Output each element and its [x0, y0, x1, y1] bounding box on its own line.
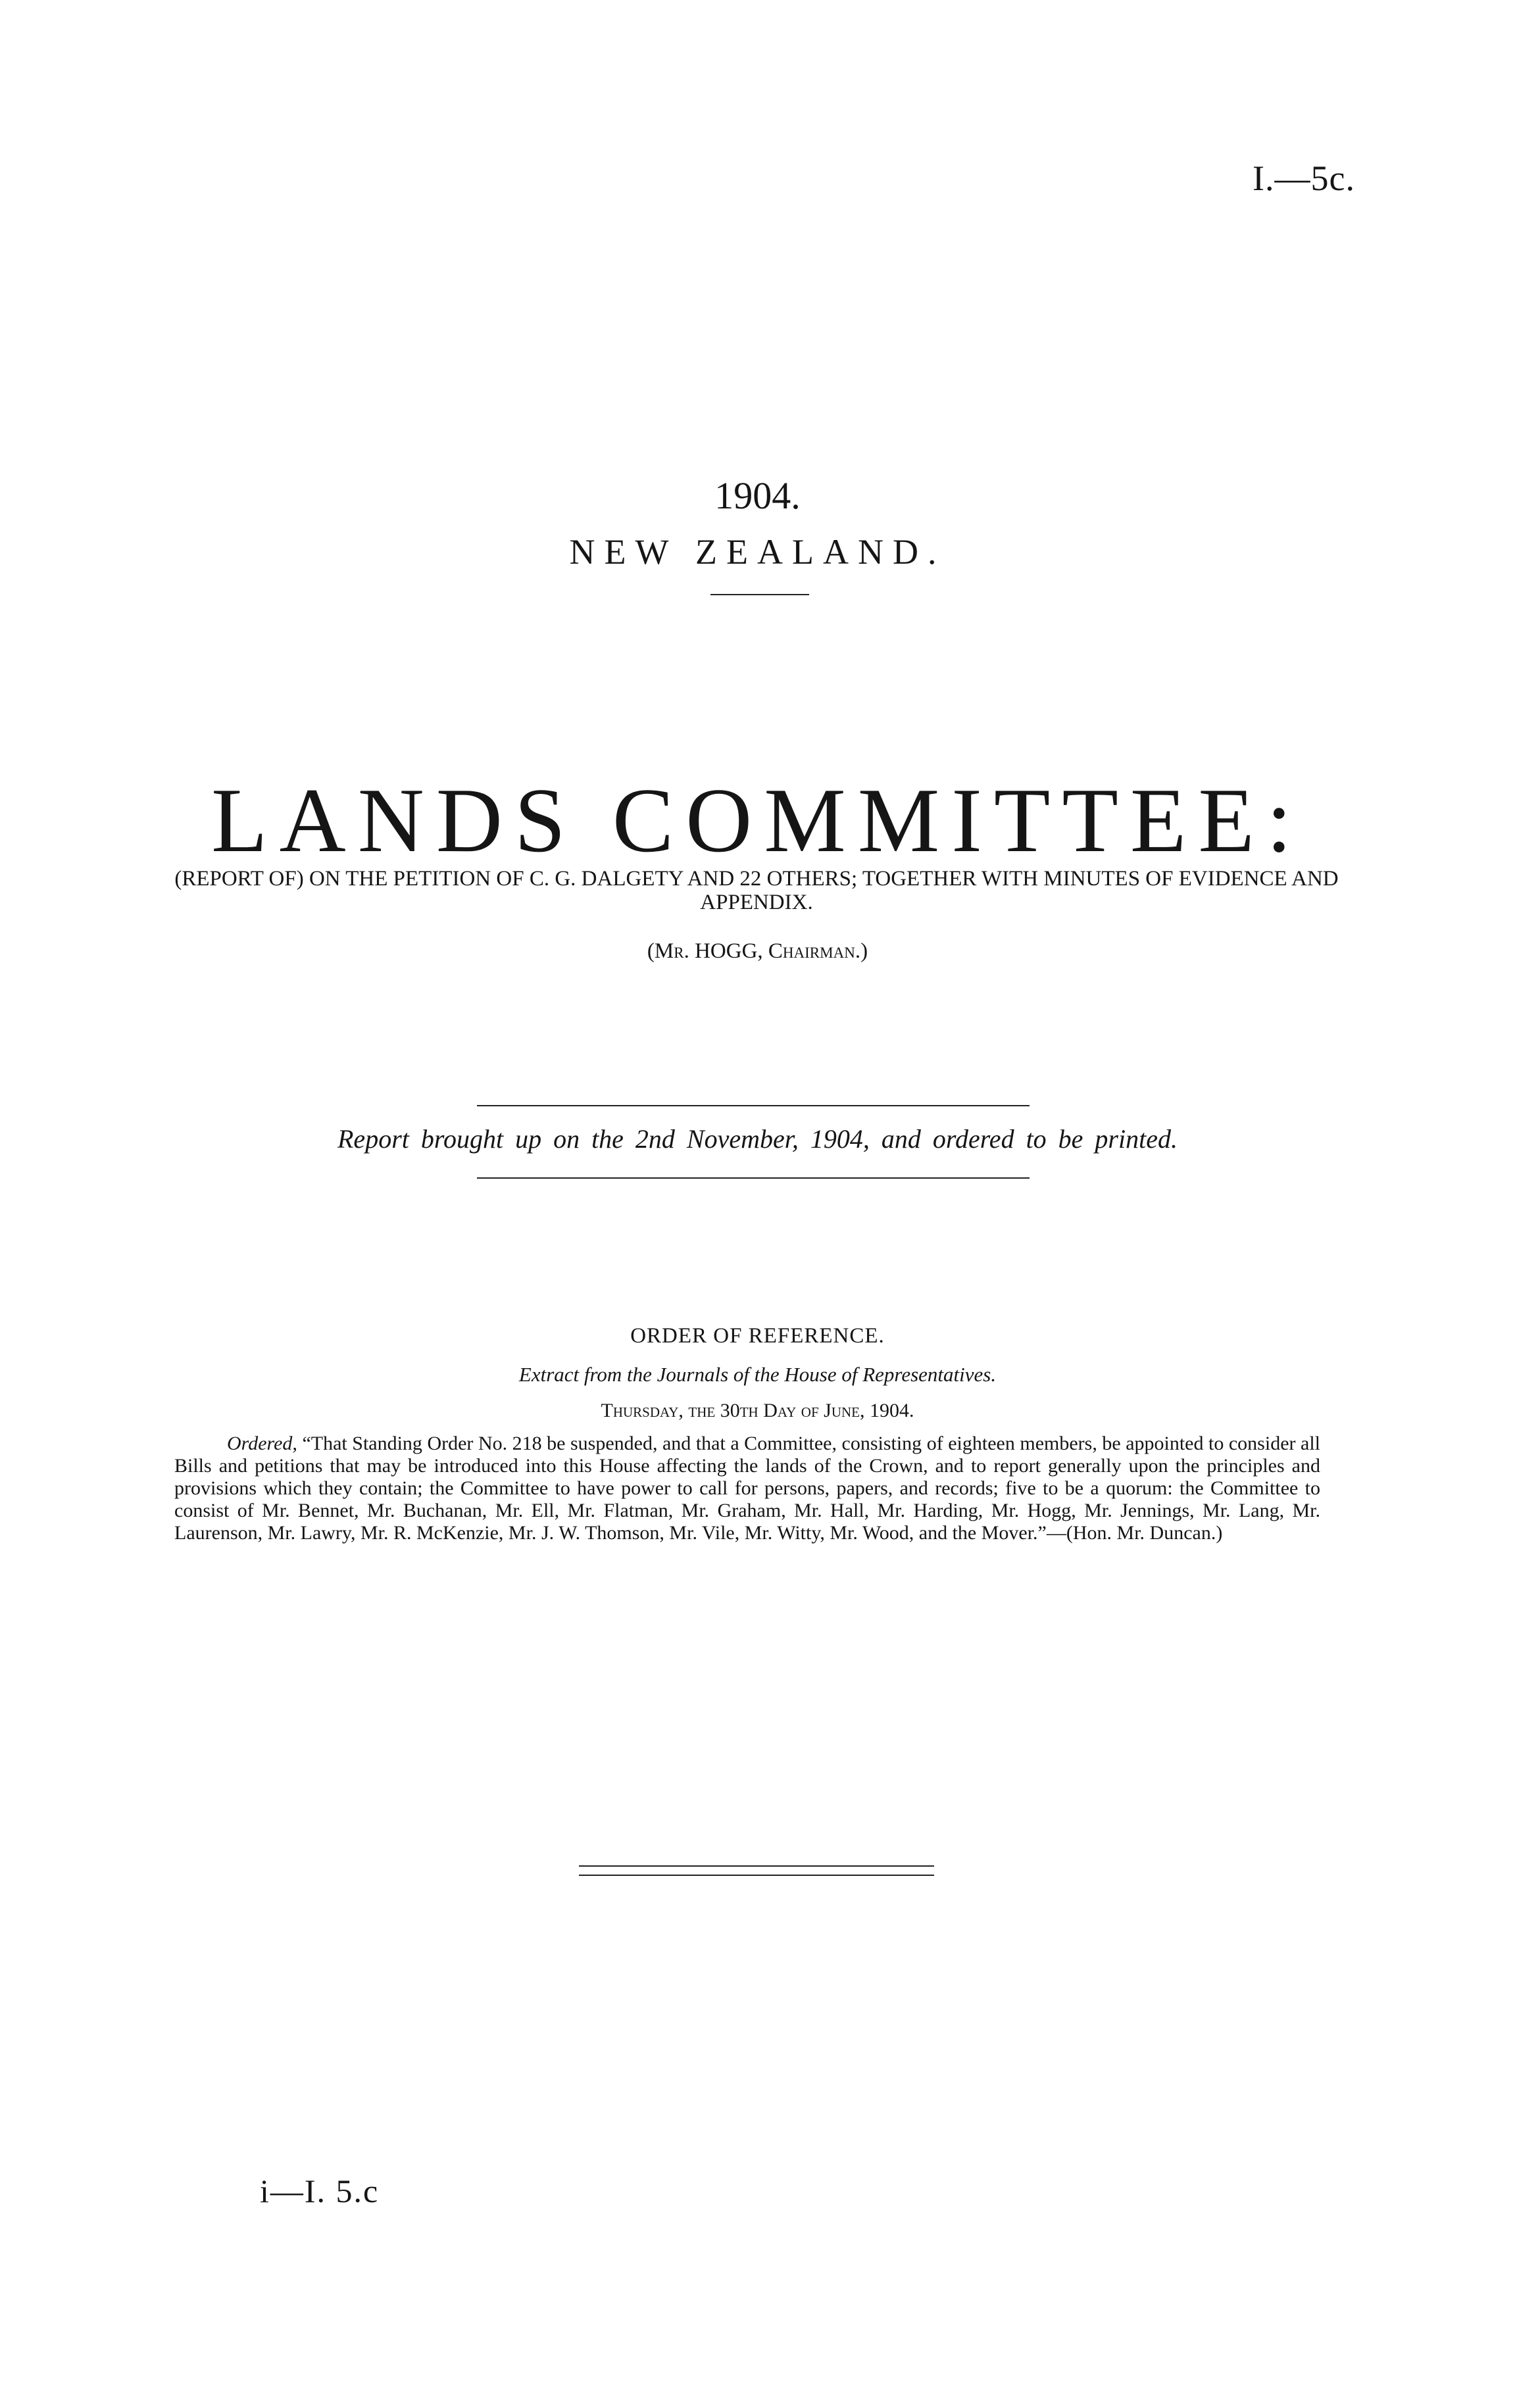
extract-line: Extract from the Journals of the House of Representatives.	[518, 1363, 997, 1386]
main-title: LANDS COMMITTEE:	[211, 770, 1304, 872]
divider	[477, 1177, 1030, 1179]
country-heading: NEW ZEALAND.	[569, 532, 946, 572]
divider	[710, 594, 809, 595]
subtitle: (REPORT OF) ON THE PETITION OF C. G. DALGETY AND 22 OTHERS; TOGETHER WITH MINUTES OF EVIDENCE AND APPENDIX.	[174, 867, 1339, 914]
page-number: I.—5c.	[1253, 159, 1355, 198]
chairman-line: (Mr. HOGG, Chairman.)	[647, 939, 868, 963]
divider	[477, 1105, 1030, 1106]
year: 1904.	[714, 474, 801, 517]
order-of-reference-heading: ORDER OF REFERENCE.	[630, 1324, 885, 1348]
footer-signature: i—I. 5.c	[260, 2173, 380, 2209]
order-text: “That Standing Order No. 218 be suspended, and that a Committee, consisting of eighteen members, be appointed to consider all Bills and petitions that may be introduced into this House affecting the lands of the Crown, and to report generally upon the principles and provisions which they contain; the Committee to have power to call for persons, papers, and records; five to be a quorum: the Committee to consist of Mr. Bennet, Mr. Buchanan, Mr. Ell, Mr. Flatman, Mr. Graham, Mr. Hall, Mr. Harding, Mr. Hogg, Mr. Jennings, Mr. Lang, Mr. Laurenson, Mr. Lawry, Mr. R. McKenzie, Mr. J. W. Thomson, Mr. Vile, Mr. Witty, Mr. Wood, and the Mover.”—(Hon. Mr. Duncan.)	[174, 1433, 1321, 1544]
end-rule	[579, 1865, 934, 1867]
order-paragraph	[174, 1433, 1320, 1544]
ordered-label: Ordered,	[227, 1433, 297, 1454]
end-rule	[579, 1875, 934, 1876]
report-note: Report brought up on the 2nd November, 1904, and ordered to be printed.	[337, 1124, 1178, 1154]
date-line: Thursday, the 30th Day of June, 1904.	[601, 1400, 914, 1421]
